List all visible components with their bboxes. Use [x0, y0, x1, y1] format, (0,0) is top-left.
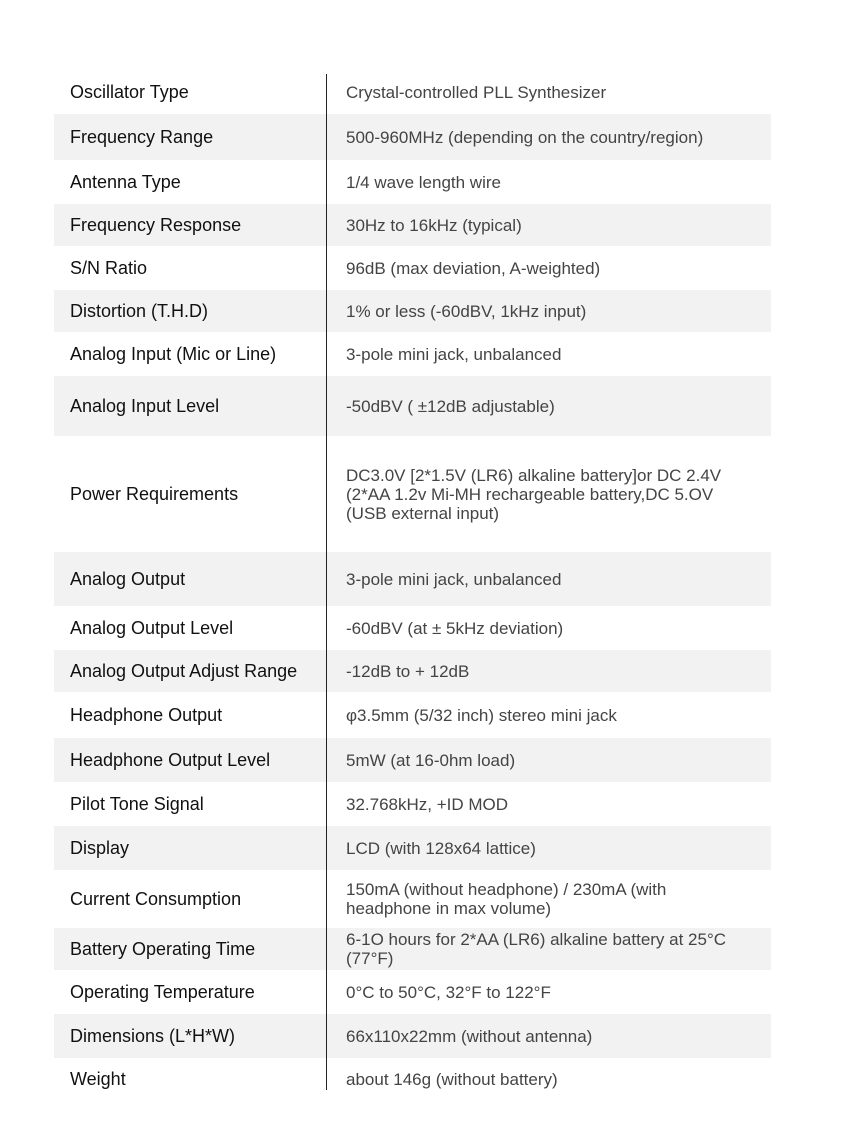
- spec-value: 1% or less (-60dBV, 1kHz input): [346, 301, 587, 321]
- spec-row-analog-output-level: [54, 606, 771, 650]
- spec-value: LCD (with 128x64 lattice): [346, 838, 536, 858]
- spec-row-analog-input: [54, 332, 771, 376]
- spec-label: Headphone Output Level: [70, 749, 271, 770]
- spec-value: -60dBV (at ± 5kHz deviation): [346, 618, 564, 638]
- spec-value: 0°C to 50°C, 32°F to 122°F: [346, 982, 551, 1002]
- spec-row-distortion: [54, 290, 771, 332]
- spec-value: 66x110x22mm (without antenna): [346, 1026, 593, 1046]
- spec-row-dimensions: [54, 1014, 771, 1058]
- spec-label: Frequency Range: [70, 126, 214, 147]
- spec-row-frequency-range: [54, 114, 771, 160]
- spec-value: φ3.5mm (5/32 inch) stereo mini jack: [346, 705, 617, 725]
- spec-row-analog-input-level: [54, 376, 771, 436]
- spec-label: Headphone Output: [70, 704, 223, 725]
- spec-row-power-requirements: [54, 436, 771, 552]
- spec-label: Power Requirements: [70, 483, 239, 504]
- column-divider: [326, 74, 327, 1090]
- spec-label: Analog Output Level: [70, 617, 234, 638]
- spec-row-analog-output-adjust-range: [54, 650, 771, 692]
- spec-value: 150mA (without headphone) / 230mA (with headphone in max volume): [346, 880, 667, 918]
- spec-value: Crystal-controlled PLL Synthesizer: [346, 82, 607, 102]
- spec-value: -12dB to + 12dB: [346, 661, 470, 681]
- spec-row-headphone-output: [54, 692, 771, 738]
- spec-value: 3-pole mini jack, unbalanced: [346, 569, 562, 589]
- spec-value: 96dB (max deviation, A-weighted): [346, 258, 601, 278]
- spec-value: 3-pole mini jack, unbalanced: [346, 344, 562, 364]
- spec-row-oscillator-type: [54, 70, 771, 114]
- spec-value: 6-1O hours for 2*AA (LR6) alkaline battery at 25°C (77°F): [346, 930, 727, 968]
- spec-value: 5mW (at 16-0hm load): [346, 750, 516, 770]
- spec-row-sn-ratio: [54, 246, 771, 290]
- spec-label: Display: [70, 837, 130, 858]
- spec-label: Antenna Type: [70, 171, 181, 192]
- spec-row-operating-temperature: [54, 970, 771, 1014]
- spec-label: Operating Temperature: [70, 981, 255, 1002]
- spec-label: S/N Ratio: [70, 257, 148, 278]
- spec-row-pilot-tone-signal: [54, 782, 771, 826]
- spec-label: Battery Operating Time: [70, 938, 256, 959]
- spec-row-antenna-type: [54, 160, 771, 204]
- spec-value: 32.768kHz, +ID MOD: [346, 794, 509, 814]
- spec-label: Dimensions (L*H*W): [70, 1025, 236, 1046]
- spec-value: 30Hz to 16kHz (typical): [346, 215, 522, 235]
- spec-row-frequency-response: [54, 204, 771, 246]
- spec-row-analog-output: [54, 552, 771, 606]
- spec-value: 500-960MHz (depending on the country/region): [346, 127, 704, 147]
- spec-label: Frequency Response: [70, 214, 242, 235]
- spec-label: Distortion (T.H.D): [70, 300, 209, 321]
- spec-label: Analog Input (Mic or Line): [70, 343, 277, 364]
- spec-row-current-consumption: [54, 870, 771, 928]
- spec-label: Analog Input Level: [70, 395, 220, 416]
- spec-label: Pilot Tone Signal: [70, 793, 204, 814]
- spec-row-battery-operating-time: [54, 928, 771, 970]
- spec-label: Current Consumption: [70, 888, 242, 909]
- spec-value: 1/4 wave length wire: [346, 172, 501, 192]
- spec-value: -50dBV ( ±12dB adjustable): [346, 396, 555, 416]
- spec-label: Weight: [70, 1068, 126, 1089]
- spec-label: Analog Output Adjust Range: [70, 660, 298, 681]
- spec-row-display: [54, 826, 771, 870]
- spec-row-weight: [54, 1058, 771, 1100]
- spec-value: DC3.0V [2*1.5V (LR6) alkaline battery]or DC 2.4V (2*AA 1.2v Mi-MH rechargeable battery,DC 5.OV (USB external input): [346, 465, 722, 523]
- spec-label: Analog Output: [70, 568, 186, 589]
- spec-value: about 146g (without battery): [346, 1069, 558, 1089]
- spec-label: Oscillator Type: [70, 81, 189, 102]
- spec-table: [54, 70, 771, 1100]
- spec-row-headphone-output-level: [54, 738, 771, 782]
